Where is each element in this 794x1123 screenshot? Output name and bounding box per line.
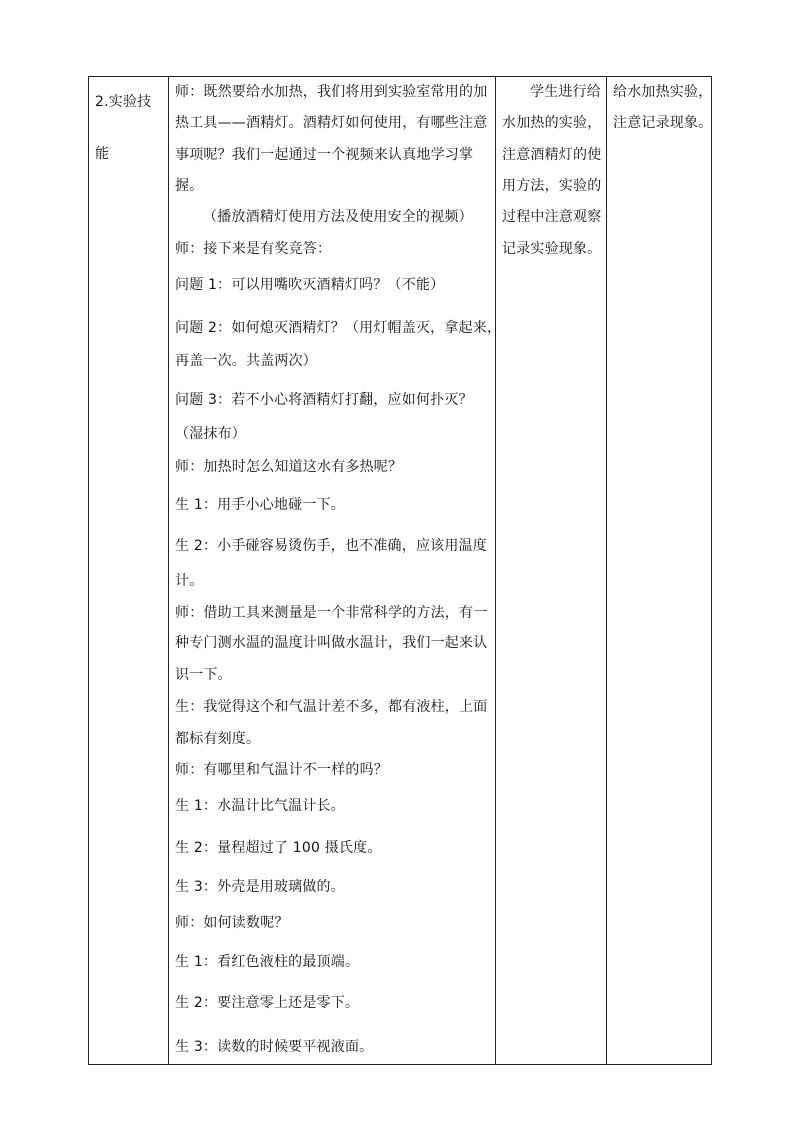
lesson-plan-table xyxy=(88,76,712,1065)
section-title-line: 2.实验技 xyxy=(95,94,152,110)
text-line: 生 1：水温计比气温计长。 xyxy=(175,798,345,814)
text-line: 生 3：读数的时候要平视液面。 xyxy=(175,1039,374,1055)
student-activity-cell xyxy=(496,77,607,1065)
text-line: 师：接下来是有奖竞答： xyxy=(175,241,332,257)
text-line: 热工具——酒精灯。酒精灯如何使用，有哪些注意 xyxy=(175,115,488,131)
section-cell xyxy=(89,77,169,1065)
text-line: 记录实验现象。 xyxy=(502,241,602,257)
teaching-process-cell xyxy=(169,77,502,1065)
text-line: 问题 2：如何熄灭酒精灯？（用灯帽盖灭，拿起来， xyxy=(175,320,502,336)
text-line: 种专门测水温的温度计叫做水温计，我们一起来认 xyxy=(175,635,488,651)
text-line: 生：我觉得这个和气温计差不多，都有液柱，上面 xyxy=(175,699,488,715)
text-line: 生 2：量程超过了 100 摄氏度。 xyxy=(175,840,382,856)
text-line: 给水加热实验， xyxy=(613,84,713,100)
text-line: 生 1：看红色液柱的最顶端。 xyxy=(175,954,360,970)
text-line: 问题 1：可以用嘴吹灭酒精灯吗？（不能） xyxy=(175,277,445,293)
design-intent-cell xyxy=(607,77,712,1065)
text-line: （播放酒精灯使用方法及使用安全的视频） xyxy=(203,209,473,225)
section-title-line: 能 xyxy=(95,146,110,162)
text-line: 事项呢？我们一起通过一个视频来认真地学习掌 xyxy=(175,147,474,163)
text-line: 水加热的实验， xyxy=(502,115,602,131)
text-line: 师：有哪里和气温计不一样的吗？ xyxy=(175,762,388,778)
table-row xyxy=(89,77,712,1065)
text-line: 用方法，实验的 xyxy=(502,178,602,194)
text-line: 计。 xyxy=(175,573,204,589)
text-line: 师：既然要给水加热，我们将用到实验室常用的加 xyxy=(175,84,488,100)
text-line: 问题 3：若不小心将酒精灯打翻，应如何扑灭？ xyxy=(175,392,473,408)
text-line: 师：如何读数呢？ xyxy=(175,915,289,931)
text-line: 生 1：用手小心地碰一下。 xyxy=(175,497,345,513)
text-line: 过程中注意观察 xyxy=(502,209,602,225)
text-line: 生 3：外壳是用玻璃做的。 xyxy=(175,879,345,895)
text-line: 生 2：要注意零上还是零下。 xyxy=(175,995,360,1011)
text-line: 师：加热时怎么知道这水有多热呢？ xyxy=(175,459,403,475)
text-line: 注意记录现象。 xyxy=(613,115,713,131)
text-line: 识一下。 xyxy=(175,667,232,683)
text-line: 生 2：小手碰容易烫伤手，也不准确，应该用温度 xyxy=(175,538,487,554)
text-line: 握。 xyxy=(175,178,204,194)
text-line: 学生进行给 xyxy=(530,84,601,100)
text-line: 再盖一次。共盖两次） xyxy=(175,353,317,369)
text-line: 注意酒精灯的使 xyxy=(502,147,602,163)
text-line: （湿抹布） xyxy=(175,426,246,442)
text-line: 都标有刻度。 xyxy=(175,731,261,747)
text-line: 师：借助工具来测量是一个非常科学的方法，有一 xyxy=(175,605,488,621)
